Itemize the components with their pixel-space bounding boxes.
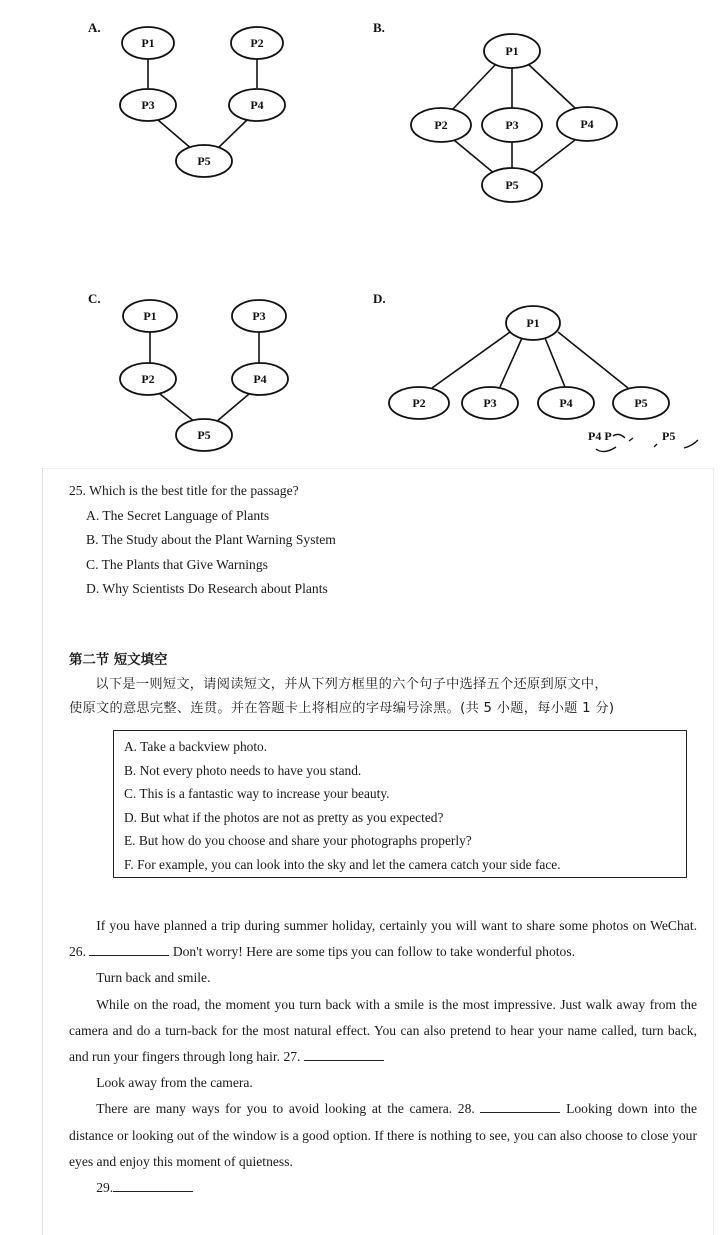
node-label: P5: [505, 178, 519, 192]
blank-28: [480, 1098, 560, 1113]
handwritten-scribble: [684, 440, 698, 448]
choice-c: C. This is a fantastic way to increase your beauty.: [124, 786, 390, 801]
node-label: P1: [143, 309, 157, 323]
subheading-2: Look away from the camera.: [96, 1075, 253, 1091]
node-label: P2: [412, 396, 426, 410]
node-label: P1: [526, 316, 540, 330]
node-label: P2: [250, 36, 264, 50]
option-a: A. The Secret Language of Plants: [86, 507, 270, 523]
blank-27: [304, 1046, 384, 1061]
text: If you have planned a trip during summer holiday, certainly you will want to share some photos on WeChat. 26.: [69, 918, 697, 960]
structure-diagrams: [0, 0, 724, 460]
diagram-c: [88, 291, 288, 451]
text: 29.: [96, 1180, 114, 1196]
section-2: [69, 649, 699, 721]
choice-e: E. But how do you choose and share your photographs properly?: [124, 833, 472, 848]
node-label: P1: [505, 44, 519, 58]
node-label: P2: [434, 118, 448, 132]
node-label: P4: [253, 372, 267, 386]
paragraph-3: [69, 1096, 697, 1175]
node-label: P5: [197, 428, 211, 442]
subheading-1: Turn back and smile.: [96, 970, 211, 986]
choice-d: D. But what if the photos are not as pretty as you expected?: [124, 809, 444, 825]
section-heading: 第二节 短文填空: [69, 653, 168, 668]
text: Looking down into the distance or looking out of the window is a good option. If there is nothing to see, you can also choose to close your eyes and enjoy this moment of quietness.: [69, 1101, 697, 1169]
handwritten-note-b: P5: [662, 429, 676, 443]
node-label: P4: [559, 396, 573, 410]
option-c: C. The Plants that Give Warnings: [86, 556, 268, 572]
paragraph-1: [69, 913, 697, 965]
node-label: P5: [197, 154, 211, 168]
node-label: P4: [580, 117, 594, 131]
question-stem: 25. Which is the best title for the passage?: [69, 483, 299, 498]
handwritten-note-a: P4 P: [588, 429, 612, 443]
node-label: P1: [141, 36, 155, 50]
option-d: D. Why Scientists Do Research about Plants: [86, 581, 328, 597]
node-label: P3: [252, 309, 266, 323]
diagram-b: [373, 20, 617, 202]
diagram-a: [88, 20, 285, 177]
choice-f: F. For example, you can look into the sky and let the camera catch your side face.: [124, 856, 561, 872]
choices-box: [113, 730, 687, 878]
node-label: P4: [250, 98, 264, 112]
option-label-a: A.: [88, 20, 101, 35]
exam-page: [42, 468, 714, 1235]
option-b: B. The Study about the Plant Warning System: [86, 532, 336, 548]
node-label: P3: [505, 118, 519, 132]
node-label: P5: [634, 396, 648, 410]
question-25: [69, 479, 336, 602]
passage: [69, 913, 697, 1201]
section-instruction-line1: 以下是一则短文，请阅读短文，并从下列方框里的六个句子中选择五个还原到原文中，: [95, 677, 608, 692]
blank-29: [113, 1177, 193, 1192]
option-label-d: D.: [373, 291, 386, 306]
choice-a: A. Take a backview photo.: [124, 739, 268, 754]
text: Don't worry! Here are some tips you can follow to take wonderful photos.: [172, 944, 576, 960]
node-label: P3: [483, 396, 497, 410]
section-instruction-line2: 使原文的意思完整、连贯。并在答题卡上将相应的字母编号涂黑。(共 5 小题，每小题 1 分): [69, 701, 615, 716]
blank-26: [89, 941, 169, 956]
option-label-c: C.: [88, 291, 101, 306]
diagram-d: [373, 291, 698, 452]
option-label-b: B.: [373, 20, 385, 35]
text: There are many ways for you to avoid looking at the camera. 28.: [96, 1101, 475, 1117]
node-label: P2: [141, 372, 155, 386]
node-label: P3: [141, 98, 155, 112]
choice-b: B. Not every photo needs to have you stand.: [124, 762, 362, 778]
paragraph-2: [69, 992, 697, 1071]
text: While on the road, the moment you turn back with a smile is the most impressive. Just walk away from the camera and do a turn-back for the most natural effect. You can also pretend to hear your name called, turn back, and run your fingers through long hair. 27.: [69, 996, 697, 1065]
question-29: [69, 1175, 697, 1201]
